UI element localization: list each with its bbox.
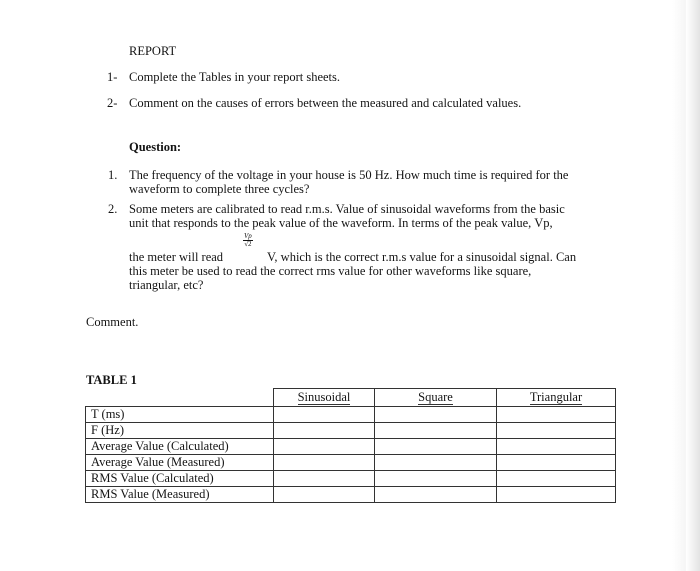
row-label: T (ms): [86, 407, 274, 423]
table-cell: [375, 455, 497, 471]
vp-over-root-two-formula: [243, 233, 253, 248]
column-header-triangular-label: Triangular: [529, 390, 583, 404]
table-cell: [274, 407, 375, 423]
report-item-2-text: Comment on the causes of errors between the measured and calculated values.: [129, 96, 522, 110]
question-2-line-2: unit that responds to the peak value of the waveform. In terms of the peak value, Vp,: [129, 216, 553, 230]
question-heading: Question:: [129, 140, 182, 154]
question-2-number: 2.: [108, 202, 118, 216]
table-title: TABLE 1: [86, 373, 137, 387]
table-cell: [497, 471, 616, 487]
table-cell: [375, 423, 497, 439]
row-label: Average Value (Calculated): [86, 439, 274, 455]
report-item-1-number: 1-: [107, 70, 118, 84]
table-row: [86, 487, 616, 503]
row-label: RMS Value (Calculated): [86, 471, 274, 487]
question-1-line-1: The frequency of the voltage in your house is 50 Hz. How much time is required for the: [129, 168, 569, 182]
table-cell: [497, 407, 616, 423]
page-edge-shadow: [686, 0, 700, 571]
question-1-number: 1.: [108, 168, 118, 182]
measurement-table: [85, 388, 616, 503]
report-item-2-number: 2-: [107, 96, 118, 110]
table-cell: [375, 487, 497, 503]
column-header-sinusoidal: [274, 389, 375, 407]
table-row: [86, 439, 616, 455]
row-label: F (Hz): [86, 423, 274, 439]
question-2-line-3-end: V, which is the correct r.m.s value for a sinusoidal signal. Can: [267, 250, 577, 264]
table-row: [86, 471, 616, 487]
table-cell: [274, 487, 375, 503]
table-cell: [497, 439, 616, 455]
table-cell: [375, 471, 497, 487]
column-header-triangular: [497, 389, 616, 407]
table-cell: [375, 439, 497, 455]
report-item-1-text: Complete the Tables in your report sheets.: [129, 70, 340, 84]
table-cell: [274, 423, 375, 439]
table-cell: [274, 455, 375, 471]
column-header-square-label: Square: [418, 390, 453, 404]
report-heading: REPORT: [129, 44, 177, 58]
table-cell: [274, 439, 375, 455]
table-cell: [497, 455, 616, 471]
table-row: [86, 423, 616, 439]
question-2-line-4: this meter be used to read the correct rms value for other waveforms like square,: [129, 264, 532, 278]
question-2-line-1: Some meters are calibrated to read r.m.s. Value of sinusoidal waveforms from the basic: [129, 202, 565, 216]
column-header-sinusoidal-label: Sinusoidal: [297, 390, 351, 404]
table-corner-cell: [86, 389, 274, 407]
column-header-square: [375, 389, 497, 407]
table-row: [86, 455, 616, 471]
formula-denominator: √2: [244, 240, 252, 248]
formula-numerator: Vp: [244, 232, 252, 240]
comment-label: Comment.: [86, 315, 139, 329]
table-row: [86, 407, 616, 423]
question-2-line-3-start: the meter will read: [129, 250, 224, 264]
question-2-line-5: triangular, etc?: [129, 278, 204, 292]
table-cell: [375, 407, 497, 423]
question-1-line-2: waveform to complete three cycles?: [129, 182, 310, 196]
table-header-row: [86, 389, 616, 407]
table-cell: [274, 471, 375, 487]
table-cell: [497, 423, 616, 439]
row-label: RMS Value (Measured): [86, 487, 274, 503]
row-label: Average Value (Measured): [86, 455, 274, 471]
table-cell: [497, 487, 616, 503]
